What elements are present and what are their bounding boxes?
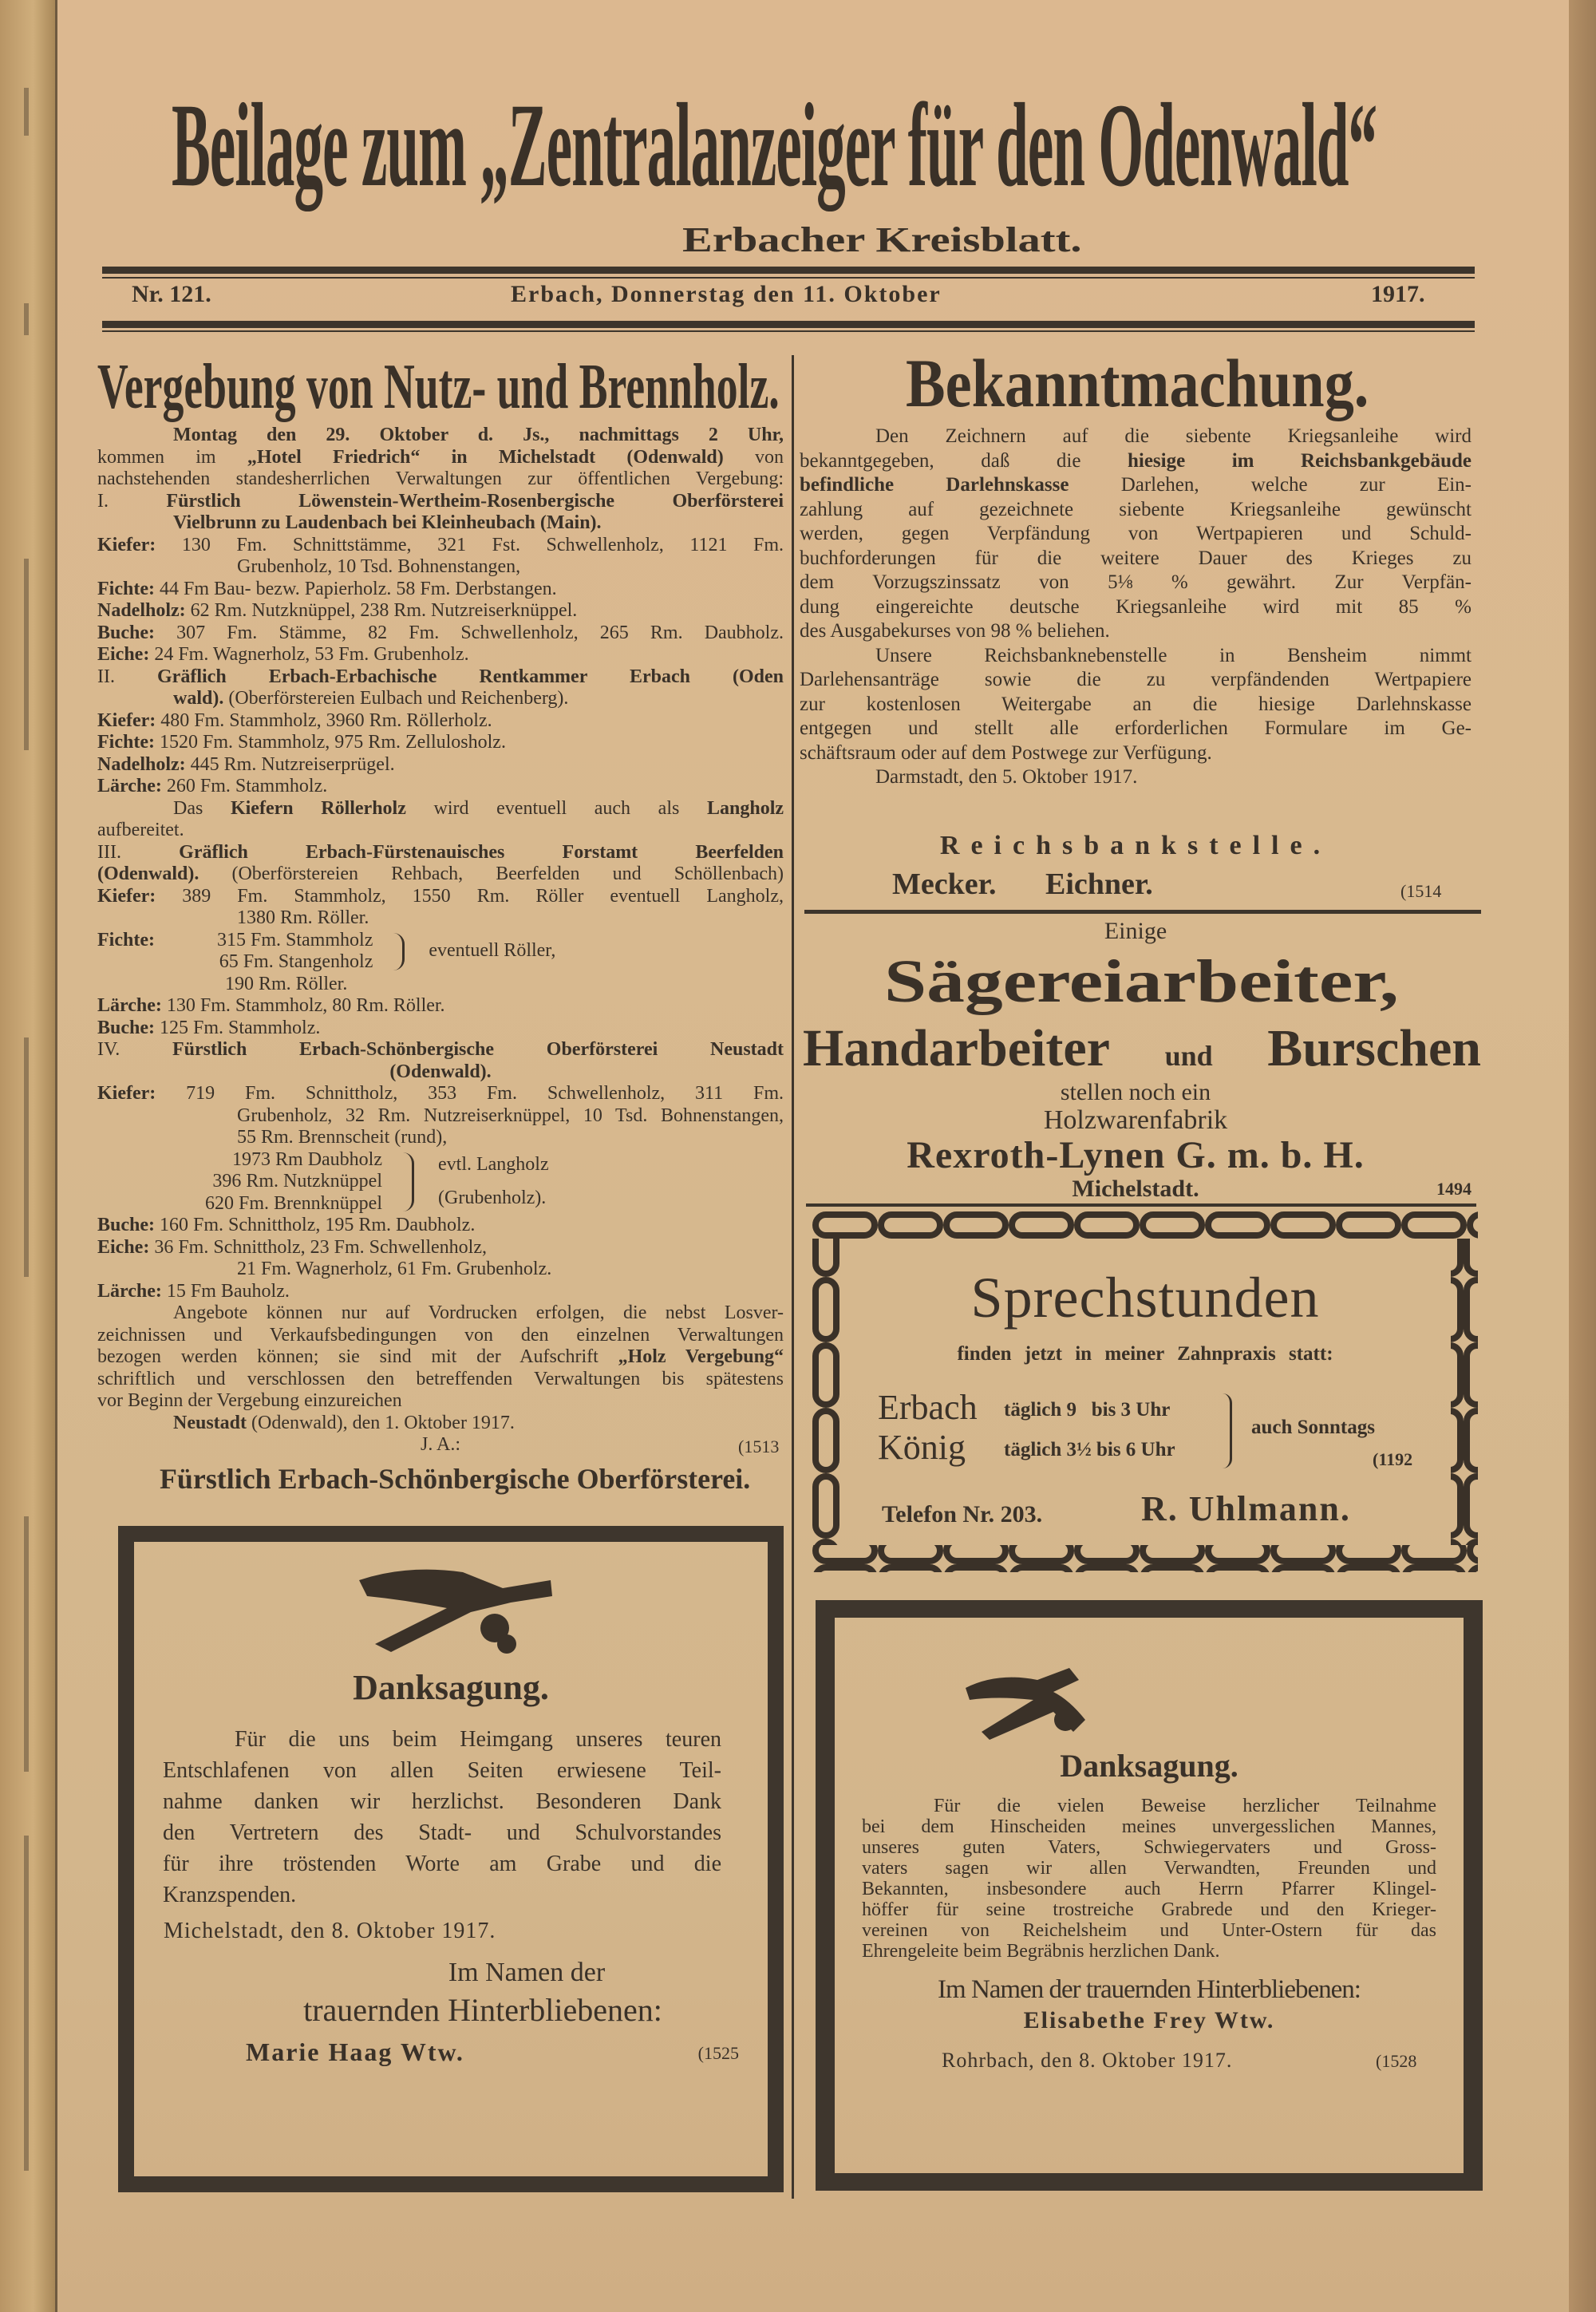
cross-wreath-icon bbox=[966, 1664, 1105, 1744]
ad-rule-2 bbox=[806, 1203, 1476, 1207]
body-line: bei dem Hinscheiden meines unvergesslichen Mannes, bbox=[862, 1816, 1436, 1837]
group-label bbox=[97, 1149, 205, 1215]
text: zahlung auf gezeichnete siebente Kriegsanleihe gewünscht bbox=[800, 498, 1472, 520]
bold-text: Nadelholz: bbox=[97, 753, 186, 775]
thanks-left-closing-2: trauernden Hinterbliebenen: bbox=[303, 1992, 662, 2028]
masthead-title-text: Beilage zum „Zentralanzeiger für den Odenwald“ bbox=[172, 79, 1377, 211]
bold-text: „Hotel Friedrich“ in Michelstadt (Odenwald) bbox=[247, 446, 724, 468]
text-line bbox=[97, 1369, 784, 1391]
text-line bbox=[97, 886, 784, 908]
text-line bbox=[800, 765, 1472, 790]
text: bekanntgegeben, daß die bbox=[800, 449, 1128, 472]
text: (Oberförstereien Eulbach und Reichenberg). bbox=[223, 688, 569, 709]
job-ad-line1-text: Sägereiarbeiter, bbox=[884, 948, 1399, 1015]
group-items bbox=[217, 930, 393, 974]
text: Grubenholz, 32 Rm. Nutzreiserknüppel, 10 Tsd. Bohnenstangen, bbox=[237, 1105, 784, 1126]
bold-text: Fichte: bbox=[97, 732, 155, 753]
text: entgegen und stellt alle erforderlichen Formulare im Ge- bbox=[800, 717, 1472, 739]
text: 21 Fm. Wagnerholz, 61 Fm. Grubenholz. bbox=[237, 1259, 552, 1279]
text-line bbox=[800, 547, 1472, 571]
dentist-place-1: Erbach bbox=[878, 1388, 978, 1427]
text: zur kostenlosen Weitergabe an die hiesige Darlehnskasse bbox=[800, 693, 1472, 715]
text: buchforderungen für die weitere Dauer des Krieges zu bbox=[800, 547, 1472, 569]
text: dung eingereichte deutsche Kriegsanleihe wird mit 85 % bbox=[800, 595, 1472, 618]
bold-text: Gräflich Erbach-Fürstenauisches Forstamt Beerfelden bbox=[179, 841, 784, 863]
text: dem Vorzugszinssatz von 5⅛ % gewährt. Zur Verpfän- bbox=[800, 571, 1472, 593]
thanks-right-ref: (1528 bbox=[1376, 2051, 1417, 2071]
text: schriftlich und verschlossen den betreffenden Verwaltungen bis spätestens bbox=[97, 1368, 784, 1389]
text-line bbox=[800, 473, 1472, 498]
job-ad-burschen: Burschen bbox=[1267, 1019, 1481, 1077]
job-ad-intro: Einige bbox=[1104, 918, 1167, 944]
text: 125 Fm. Stammholz. bbox=[155, 1017, 321, 1038]
column-divider bbox=[792, 355, 794, 2199]
text: 55 Rm. Brennscheit (rund), bbox=[237, 1127, 448, 1148]
job-ad-handarbeiter: Handarbeiter bbox=[803, 1019, 1110, 1077]
thanks-right-body bbox=[862, 1796, 1436, 1962]
cross-wreath-icon bbox=[343, 1564, 567, 1668]
text: 24 Fm. Wagnerholz, 53 Fm. Grubenholz. bbox=[149, 644, 469, 665]
bold-text: Langholz bbox=[706, 797, 784, 819]
text: 719 Fm. Schnittholz, 353 Fm. Schwellenholz, 311 Fm. bbox=[156, 1083, 784, 1104]
announcement-heading-text: Bekanntmachung. bbox=[906, 345, 1369, 421]
job-ad-und: und bbox=[1164, 1040, 1213, 1072]
text: 15 Fm Bauholz. bbox=[161, 1280, 290, 1302]
bold-text: Kiefer: bbox=[97, 1083, 156, 1104]
timber-auction-body bbox=[97, 425, 784, 1456]
group-item: 620 Fm. Brennknüppel bbox=[205, 1192, 382, 1214]
group-note: eventuell Röller, bbox=[429, 940, 556, 962]
text-line bbox=[97, 1434, 784, 1456]
thanks-right-closing: Im Namen der trauernden Hinterbliebenen: bbox=[938, 1975, 1361, 2004]
body-line: höffer für seine trostreiche Grabrede und den Krieger- bbox=[862, 1899, 1436, 1920]
text-line bbox=[97, 1083, 784, 1105]
text: 62 Rm. Nutzknüppel, 238 Rm. Nutzreiserknüppel. bbox=[185, 600, 578, 621]
text-line bbox=[800, 741, 1472, 766]
text: (Odenwald), den 1. Oktober 1917. bbox=[247, 1412, 515, 1433]
masthead-rule-top-thin bbox=[102, 277, 1475, 279]
bold-text: Buche: bbox=[97, 1215, 155, 1235]
bold-text: Kiefer: bbox=[97, 709, 156, 731]
bold-text: hiesige im Reichsbankgebäude bbox=[1127, 449, 1472, 472]
bold-text: Lärche: bbox=[97, 995, 162, 1016]
text: 1520 Fm. Stammholz, 975 Rm. Zellulosholz. bbox=[154, 732, 506, 753]
masthead-rule-bottom bbox=[102, 321, 1475, 328]
text-line bbox=[800, 644, 1472, 669]
job-ad-company-type: Holzwarenfabrik bbox=[1043, 1105, 1228, 1135]
text: 160 Fm. Schnittholz, 195 Rm. Daubholz. bbox=[155, 1215, 476, 1235]
brace-icon bbox=[393, 933, 405, 970]
job-ad-line2 bbox=[803, 1018, 1481, 1079]
group-item: 315 Fm. Stammholz bbox=[217, 929, 373, 950]
text: wird eventuell auch als bbox=[405, 797, 707, 819]
text-line bbox=[97, 798, 784, 820]
dentist-ref: (1192 bbox=[1373, 1449, 1413, 1469]
text: IV. bbox=[97, 1039, 172, 1060]
text: werden, gegen Verpfändung von Wertpapieren und Schuld- bbox=[800, 523, 1472, 544]
timber-auction-signature bbox=[160, 1460, 750, 1497]
body-line: nahme danken wir herzlichst. Besonderen Dank bbox=[163, 1789, 721, 1814]
text: Das bbox=[173, 797, 231, 819]
issue-year: 1917. bbox=[1371, 281, 1425, 307]
dentist-subtitle: finden jetzt in meiner Zahnpraxis statt: bbox=[957, 1343, 1333, 1365]
bold-text: Buche: bbox=[97, 622, 155, 643]
text-line bbox=[800, 717, 1472, 741]
body-line: Kranzspenden. bbox=[163, 1883, 297, 1907]
bold-text: Kiefer: bbox=[97, 885, 156, 907]
text-line bbox=[97, 644, 784, 666]
brace-group bbox=[97, 930, 784, 974]
text: aufbereitet. bbox=[97, 820, 184, 840]
text: I. bbox=[97, 490, 167, 512]
bold-text: Fürstlich Löwenstein-Wertheim-Rosenbergische Oberförsterei bbox=[166, 490, 784, 512]
text-line bbox=[97, 1346, 784, 1369]
group-item: 396 Rm. Nutzknüppel bbox=[212, 1171, 382, 1192]
text: 130 Fm. Schnittstämme, 321 Fst. Schwellenholz, 1121 Fm. bbox=[156, 534, 784, 555]
brace-icon bbox=[1221, 1393, 1232, 1468]
masthead-rule-bottom-thin bbox=[102, 330, 1475, 332]
text-line bbox=[97, 622, 784, 645]
text-line bbox=[97, 1215, 784, 1237]
bold-text: Gräflich Erbach-Erbachische Rentkammer Erbach (Oden bbox=[157, 666, 784, 687]
page-edge bbox=[1569, 0, 1596, 2312]
text: 36 Fm. Schnittholz, 23 Fm. Schwellenholz, bbox=[149, 1236, 487, 1258]
bold-text: Kiefer: bbox=[97, 534, 156, 555]
group-note: evtl. Langholz bbox=[438, 1154, 549, 1176]
body-line: den Vertretern des Stadt- und Schulvorstandes bbox=[163, 1820, 721, 1845]
text: 130 Fm. Stammholz, 80 Rm. Röller. bbox=[161, 995, 445, 1016]
bold-text: Eiche: bbox=[97, 1236, 150, 1258]
text-line bbox=[800, 498, 1472, 523]
signer-1: Mecker. bbox=[892, 867, 997, 901]
text-line bbox=[97, 1325, 784, 1347]
bold-text: Lärche: bbox=[97, 1280, 162, 1302]
thanks-right-title: Danksagung. bbox=[1060, 1748, 1238, 1784]
body-line: Bekannten, insbesondere auch Herrn Pfarrer Klingel- bbox=[862, 1879, 1436, 1899]
text-line bbox=[97, 732, 784, 754]
text-line bbox=[97, 556, 784, 579]
text-line bbox=[800, 449, 1472, 474]
text-line bbox=[97, 491, 784, 513]
bold-text: Fürstlich Erbach-Schönbergische Oberförsterei Neustadt bbox=[172, 1039, 784, 1060]
thanks-right-signer: Elisabethe Frey Wtw. bbox=[1023, 2007, 1275, 2033]
text-line bbox=[97, 1061, 784, 1084]
bold-text: (Odenwald). bbox=[97, 864, 200, 884]
dentist-phone: Telefon Nr. 203. bbox=[882, 1501, 1043, 1528]
text-line bbox=[97, 907, 784, 930]
text-line bbox=[97, 579, 784, 601]
dentist-hours-2: täglich 3½ bis 6 Uhr bbox=[1004, 1439, 1175, 1460]
text: J. A.: bbox=[420, 1434, 460, 1455]
masthead-title bbox=[172, 76, 1377, 215]
group-item: 65 Fm. Stangenholz bbox=[219, 951, 373, 972]
masthead-subtitle-text: Erbacher Kreisblatt. bbox=[682, 220, 1082, 259]
text: 44 Fm Bau- bezw. Papierholz. 58 Fm. Derbstangen. bbox=[154, 578, 557, 599]
text: II. bbox=[97, 666, 158, 687]
text-line bbox=[800, 668, 1472, 693]
thanks-left-body bbox=[163, 1724, 721, 1911]
text-line bbox=[97, 776, 784, 798]
text: 389 Fm. Stammholz, 1550 Rm. Röller eventuell Langholz, bbox=[156, 885, 784, 907]
body-line: Ehrengeleite beim Begräbnis herzlichen Dank. bbox=[862, 1941, 1220, 1962]
announcement-heading bbox=[906, 343, 1369, 423]
group-label: Fichte: bbox=[97, 929, 155, 950]
body-line: Entschlafenen von allen Seiten erwiesene Teil- bbox=[163, 1758, 721, 1783]
text-line bbox=[97, 1413, 784, 1435]
body-line: Für die uns beim Heimgang unseres teuren bbox=[235, 1727, 721, 1752]
timber-auction-heading-text: Vergebung von Nutz- und Brennholz. bbox=[97, 352, 780, 422]
bold-text: Vielbrunn zu Laudenbach bei Kleinheubach (Main). bbox=[173, 512, 602, 533]
body-line: für ihre tröstenden Worte am Grabe und die bbox=[163, 1852, 721, 1876]
timber-auction-heading bbox=[97, 351, 780, 423]
ad-rule bbox=[804, 910, 1481, 914]
group-item: 1973 Rm Daubholz bbox=[232, 1148, 382, 1170]
text-line bbox=[97, 688, 784, 710]
bold-text: befindliche Darlehnskasse bbox=[800, 474, 1069, 496]
text-line bbox=[97, 820, 784, 842]
text: schäftsraum oder auf dem Postwege zur Verfügung. bbox=[800, 741, 1212, 764]
bold-text: wald). bbox=[173, 688, 224, 709]
text-line bbox=[97, 1039, 784, 1061]
text-line bbox=[97, 974, 784, 996]
dentist-hours-1: täglich 9 bis 3 Uhr bbox=[1004, 1399, 1171, 1421]
text-line bbox=[800, 571, 1472, 595]
job-ad-company: Rexroth-Lynen G. m. b. H. bbox=[907, 1134, 1365, 1176]
text-line bbox=[97, 600, 784, 622]
announcement-body bbox=[800, 425, 1472, 790]
job-ad-line3: stellen noch ein bbox=[1060, 1079, 1211, 1105]
group-notes bbox=[438, 1149, 549, 1215]
body-line: unseres guten Vaters, Schwiegervaters und Gross- bbox=[862, 1837, 1436, 1858]
thanks-left-ref: (1525 bbox=[697, 2043, 739, 2063]
text-line bbox=[97, 842, 784, 864]
text-line bbox=[97, 995, 784, 1018]
text-line bbox=[97, 666, 784, 689]
signature-text: Fürstlich Erbach-Schönbergische Oberförsterei. bbox=[160, 1463, 751, 1495]
text: nachstehenden standesherrlichen Verwaltungen zur öffentlichen Vergebung: bbox=[97, 468, 784, 489]
text-line bbox=[97, 1281, 784, 1303]
body-line: vaters sagen wir allen Verwandten, Freunden und bbox=[862, 1858, 1436, 1879]
text: (Oberförstereien Rehbach, Beerfelden und Schöllenbach) bbox=[199, 864, 784, 884]
text-line bbox=[97, 710, 784, 733]
text: III. bbox=[97, 841, 180, 863]
dentist-title: Sprechstunden bbox=[970, 1266, 1320, 1330]
bold-text: Eiche: bbox=[97, 644, 150, 665]
bold-text: Montag den 29. Oktober d. Js., nachmittags 2 Uhr, bbox=[173, 425, 784, 445]
text: 307 Fm. Stämme, 82 Fm. Schwellenholz, 265 Rm. Daubholz. bbox=[155, 622, 784, 643]
bold-text: Kiefern Röllerholz bbox=[230, 797, 406, 819]
announcement-ref: (1514 bbox=[1400, 881, 1442, 901]
text-line bbox=[97, 535, 784, 557]
group-items bbox=[205, 1149, 403, 1215]
announcement-office: Reichsbankstelle. bbox=[939, 831, 1332, 860]
text: des Ausgabekurses von 98 % beliehen. bbox=[800, 620, 1110, 642]
text: 480 Fm. Stammholz, 3960 Rm. Röllerholz. bbox=[156, 709, 492, 731]
issue-number: Nr. 121. bbox=[132, 281, 211, 307]
dentist-place-2: König bbox=[878, 1428, 966, 1467]
thanks-left-signer: Marie Haag Wtw. bbox=[246, 2037, 464, 2066]
text-line bbox=[97, 1259, 784, 1281]
text-line bbox=[800, 693, 1472, 717]
group-notes bbox=[429, 930, 555, 974]
masthead-rule-top bbox=[102, 267, 1475, 274]
thanks-left-closing-1: Im Namen der bbox=[448, 1958, 606, 1987]
text: Den Zeichnern auf die siebente Kriegsanleihe wird bbox=[875, 425, 1472, 447]
text-line bbox=[97, 1127, 784, 1149]
dateline: Erbach, Donnerstag den 11. Oktober bbox=[511, 281, 942, 307]
text-line bbox=[97, 1390, 784, 1413]
text: 190 Rm. Röller. bbox=[225, 973, 348, 994]
text: von bbox=[723, 446, 784, 468]
text-line bbox=[97, 447, 784, 469]
brace-icon bbox=[403, 1152, 414, 1212]
text: bezogen werden können; sie sind mit der Aufschrift bbox=[97, 1346, 618, 1367]
masthead-subtitle bbox=[638, 218, 1082, 263]
text: Darlehen, welche zur Ein- bbox=[1069, 474, 1472, 496]
thanks-left-title: Danksagung. bbox=[353, 1668, 549, 1707]
text-line bbox=[800, 522, 1472, 547]
text-line bbox=[97, 864, 784, 886]
text-line bbox=[97, 1018, 784, 1040]
text-line bbox=[800, 619, 1472, 644]
text: 445 Rm. Nutzreiserprügel. bbox=[185, 753, 395, 775]
text-line bbox=[800, 595, 1472, 620]
signer-2: Eichner. bbox=[1045, 867, 1153, 901]
thanks-right-place-date: Rohrbach, den 8. Oktober 1917. bbox=[942, 2049, 1233, 2072]
text: Darlehensanträge sowie die zu verpfändenden Wertpapiere bbox=[800, 669, 1472, 690]
text-line bbox=[97, 754, 784, 777]
text: 260 Fm. Stammholz. bbox=[161, 776, 328, 796]
bold-text: Lärche: bbox=[97, 776, 162, 796]
text-line bbox=[97, 1302, 784, 1325]
text: Darmstadt, den 5. Oktober 1917. bbox=[875, 766, 1138, 788]
job-ad-town: Michelstadt. bbox=[1072, 1176, 1199, 1202]
text: zeichnissen und Verkaufsbedingungen von den einzelnen Verwaltungen bbox=[97, 1324, 784, 1346]
bold-text: (Odenwald). bbox=[389, 1061, 492, 1082]
job-ad-ref: 1494 bbox=[1436, 1179, 1472, 1199]
text: vor Beginn der Vergebung einzureichen bbox=[97, 1390, 402, 1411]
binding-spine bbox=[0, 0, 57, 2312]
thanks-left-place-date: Michelstadt, den 8. Oktober 1917. bbox=[164, 1919, 496, 1943]
brace-group bbox=[97, 1149, 784, 1215]
dentist-note: auch Sonntags bbox=[1251, 1417, 1375, 1438]
text-line bbox=[97, 512, 784, 535]
text: 1380 Rm. Röller. bbox=[237, 907, 369, 928]
text-line bbox=[97, 1237, 784, 1259]
bold-text: Neustadt bbox=[173, 1412, 247, 1433]
text-line bbox=[97, 1105, 784, 1128]
dentist-name: R. Uhlmann. bbox=[1141, 1489, 1351, 1528]
job-ad-line1 bbox=[884, 946, 1399, 1018]
ad-reference: (1513 bbox=[738, 1437, 780, 1456]
body-line: vereinen von Reichelsheim und Unter-Ostern für das bbox=[862, 1920, 1436, 1941]
bold-text: Fichte: bbox=[97, 578, 155, 599]
body-line: Für die vielen Beweise herzlicher Teilnahme bbox=[934, 1796, 1436, 1816]
text-line bbox=[97, 425, 784, 447]
text: Angebote können nur auf Vordrucken erfolgen, die nebst Losver- bbox=[173, 1302, 784, 1323]
text: Grubenholz, 10 Tsd. Bohnenstangen, bbox=[237, 556, 521, 577]
text-line bbox=[800, 425, 1472, 449]
group-note: (Grubenholz). bbox=[438, 1187, 547, 1208]
text: Unsere Reichsbanknebenstelle in Bensheim nimmt bbox=[875, 644, 1472, 666]
bold-text: „Holz Vergebung“ bbox=[618, 1346, 784, 1367]
text-line bbox=[97, 468, 784, 491]
bold-text: Nadelholz: bbox=[97, 600, 186, 621]
text: kommen im bbox=[97, 446, 247, 468]
bold-text: Buche: bbox=[97, 1017, 155, 1038]
